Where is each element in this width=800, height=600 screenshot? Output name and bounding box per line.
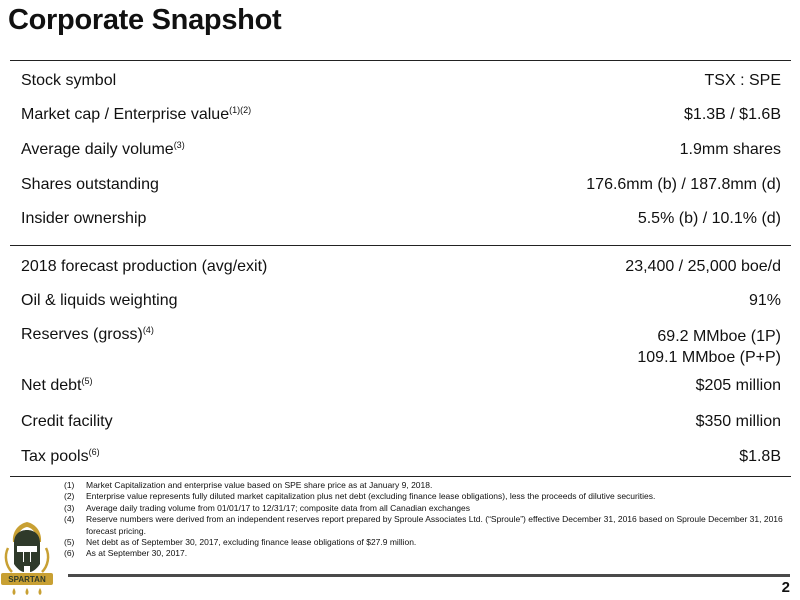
- footnote-text: Market Capitalization and enterprise value based on SPE share price as at January 9, 2018.: [86, 480, 433, 490]
- footnote-number: (6): [64, 548, 75, 559]
- footnote-5: [64, 537, 789, 548]
- row-reserves: [21, 326, 781, 368]
- row-label: Insider ownership: [21, 210, 147, 227]
- row-label: Oil & liquids weighting: [21, 292, 178, 309]
- footnote-text: Enterprise value represents fully diluted market capitalization plus net debt (excluding finance lease obligations), less the proceeds of dilutive securities.: [86, 491, 656, 502]
- footnote-text: Reserve numbers were derived from an independent reserves report prepared by Sproule Associates Ltd. (“Sproule”) effective December 31, 2016 based on Sproule December 31, 2016 forecast pricing.: [86, 514, 783, 536]
- footnote-ref: (6): [88, 447, 100, 457]
- page-number: 2: [781, 579, 790, 596]
- row-label: Net debt$^{(5)}$: [21, 376, 93, 394]
- row-label: Credit facility: [21, 413, 113, 430]
- footnote-text: Average daily trading volume from 01/01/17 to 12/31/17; composite data from all Canadian exchanges: [86, 502, 470, 513]
- footnote-4: [64, 514, 789, 537]
- footnote-number: (4): [64, 514, 75, 525]
- row-value: 176.6mm (b) / 187.8mm (d): [586, 176, 781, 193]
- reserves-pp: 109.1 MMboe (P+P): [637, 349, 781, 366]
- row-value: 5.5% (b) / 10.1% (d): [637, 210, 781, 227]
- row-label: Market cap / Enterprise value$^{(1)(2)}$: [21, 105, 252, 123]
- reserves-1p: 69.2 MMboe (1P): [657, 328, 781, 345]
- row-value: $350 million: [695, 413, 781, 430]
- footnote-number: (1): [64, 480, 75, 490]
- footnote-number: (2): [64, 491, 75, 502]
- row-insider-ownership: [21, 210, 781, 228]
- row-average-daily-volume: [21, 141, 781, 159]
- row-forecast-production: [21, 258, 781, 276]
- row-label: Shares outstanding: [21, 176, 159, 193]
- row-shares-outstanding: [21, 176, 781, 194]
- footnote-ref: (4): [142, 325, 154, 335]
- row-value: $205 million: [695, 377, 781, 394]
- row-market-cap: [21, 106, 781, 124]
- page-title: Corporate Snapshot: [8, 4, 282, 36]
- footnote-1: [64, 480, 789, 491]
- middle-rule: [10, 245, 791, 246]
- row-value: $1.3B / $1.6B: [684, 106, 781, 123]
- spartan-logo: [0, 518, 54, 596]
- footnote-ref: (5): [81, 376, 93, 386]
- footnote-6: [64, 548, 789, 559]
- top-rule: [10, 60, 791, 61]
- row-net-debt: [21, 377, 781, 395]
- row-value: $1.8B: [739, 448, 781, 465]
- row-value: 23,400 / 25,000 boe/d: [625, 258, 781, 275]
- row-label: 2018 forecast production (avg/exit): [21, 258, 268, 275]
- row-oil-liquids-weighting: [21, 292, 781, 310]
- bottom-rule: [10, 476, 791, 477]
- row-value: 1.9mm shares: [679, 141, 781, 158]
- row-label: Stock symbol: [21, 72, 117, 89]
- footnote-number: (3): [64, 502, 75, 513]
- row-value: 91%: [748, 292, 781, 309]
- footnotes: [64, 480, 789, 560]
- footnote-2: [64, 491, 789, 502]
- row-credit-facility: [21, 413, 781, 431]
- row-label: Tax pools$^{(6)}$: [21, 447, 100, 465]
- row-value: TSX : SPE: [704, 72, 781, 89]
- footnote-text: As at September 30, 2017.: [86, 548, 188, 559]
- row-tax-pools: [21, 448, 781, 466]
- footnote-3: [64, 503, 789, 514]
- logo-text: SPARTAN: [8, 575, 46, 584]
- footnote-ref: (3): [173, 140, 185, 150]
- footer-rule: [68, 574, 790, 577]
- row-value: [637, 326, 781, 368]
- footnote-text: Net debt as of September 30, 2017, excluding finance lease obligations of $27.9 million.: [86, 537, 417, 548]
- row-label: Average daily volume$^{(3)}$: [21, 140, 185, 158]
- row-stock-symbol: [21, 72, 781, 90]
- footnote-ref: (1)(2): [229, 105, 252, 115]
- footnote-number: (5): [64, 537, 75, 548]
- row-label: Reserves (gross)$^{(4)}$: [21, 325, 154, 343]
